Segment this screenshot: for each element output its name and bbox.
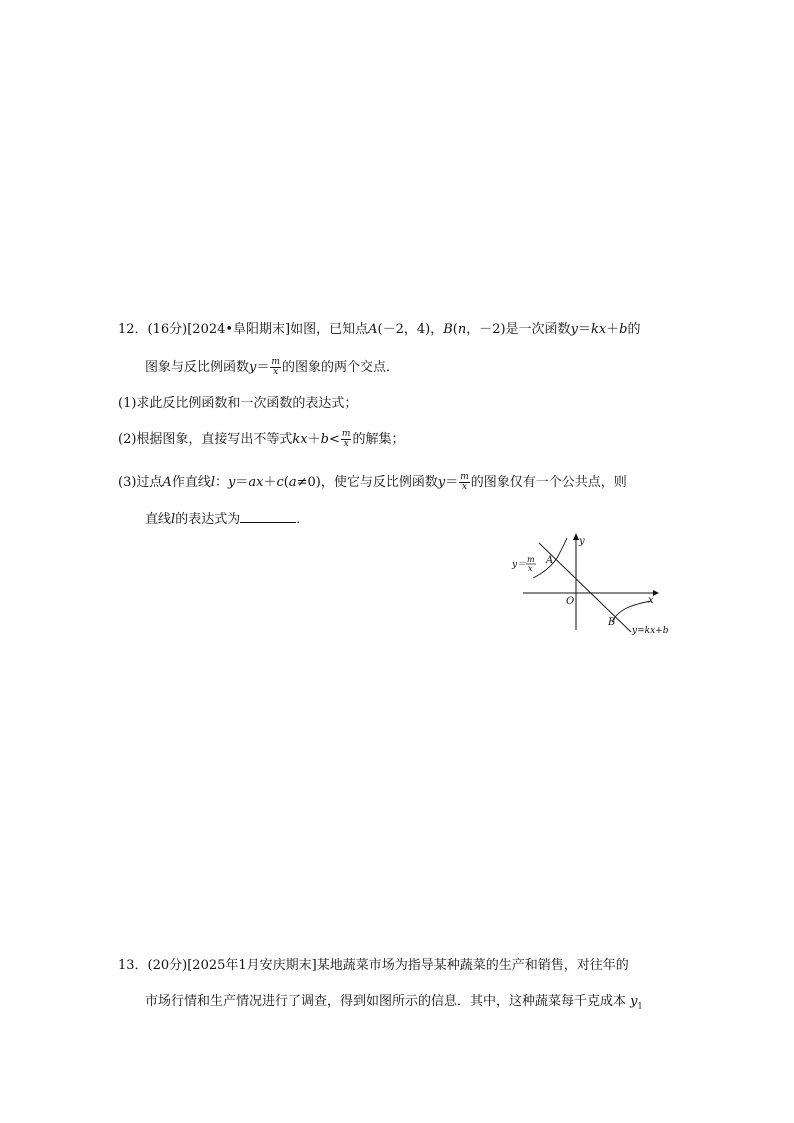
fraction-m-over-x [341, 430, 352, 449]
var-c: c [276, 475, 284, 490]
q12-text: ＋ [307, 432, 321, 447]
q12-text: ＋ [263, 475, 277, 490]
var-y: y [437, 475, 446, 490]
frac-denominator: x [343, 439, 349, 449]
q12-line1 [118, 321, 641, 339]
var-y: y [249, 360, 257, 375]
q12-text: 图象与反比例函数 [145, 360, 250, 375]
var-ax: ax [248, 475, 264, 490]
curve-label-denominator: x [528, 564, 533, 573]
q12-text: ≠0)，使它与反比例函数 [296, 475, 438, 490]
var-kx: kx [292, 432, 308, 447]
q12-text: 的图象仅有一个公共点，则 [470, 475, 627, 490]
q13-line1: 13．(20分)[2025年1月安庆期末]某地蔬菜市场为指导某种蔬菜的生产和销售，对往年的 [118, 958, 629, 973]
curve-label: y＝ [512, 560, 527, 570]
q12-text: 的图象的两个交点． [281, 360, 399, 375]
var-a: a [288, 475, 297, 490]
point-label: A [368, 322, 378, 337]
var-l: l [210, 475, 215, 490]
frac-numerator: m [271, 357, 280, 367]
fraction-m-over-x [270, 358, 281, 377]
q12-text: (2)根据图象，直接写出不等式 [118, 432, 293, 447]
q12-text: ： [215, 475, 229, 490]
q12-part1: (1)求此反比例函数和一次函数的表达式； [118, 396, 358, 411]
function-graph-figure [505, 530, 685, 642]
x-axis-label: x [648, 595, 654, 606]
q12-line2 [145, 358, 399, 377]
q12-text: ，－2)是一次函数 [466, 322, 571, 337]
q12-text: ＋ [606, 322, 620, 337]
q12-text: (3)过点 [118, 475, 163, 490]
q12-text: 12．(16分)[2024•阜阳期末]如图，已知点 [118, 322, 369, 337]
q12-text: ( [452, 322, 458, 337]
q13-line2 [145, 993, 643, 1016]
q12-part3 [118, 473, 627, 492]
subscript: 1 [637, 1001, 643, 1011]
q12-text: 的表达式为 [175, 512, 241, 527]
var-kx: kx [590, 322, 607, 337]
q12-part3-line2 [145, 510, 309, 529]
q12-text: ( [283, 475, 289, 490]
q12-text: 的解集； [352, 432, 405, 447]
q12-text: ＝ [445, 475, 459, 490]
q12-part2 [118, 430, 404, 449]
fraction-m-over-x [459, 473, 470, 492]
q12-text: ＝ [577, 322, 591, 337]
curve-label-numerator: m [527, 555, 535, 564]
q12-text: 直线 [145, 512, 172, 527]
point-b-label: B [608, 617, 616, 628]
q12-text: ＝ [256, 360, 270, 375]
var-n: n [457, 322, 467, 337]
var-y: y [570, 322, 578, 337]
point-label: B [443, 322, 453, 337]
frac-numerator: m [341, 429, 351, 439]
origin-label: O [566, 596, 575, 607]
q13-text: 市场行情和生产情况进行了调查，得到如图所示的信息．其中，这种蔬菜每千克成本 [145, 994, 627, 1009]
var-b: b [619, 322, 628, 337]
var-y: y [630, 994, 638, 1009]
q12-text: ． [296, 512, 310, 527]
line-label: y=kx+b [632, 626, 669, 636]
point-a-label: A [546, 555, 554, 566]
point-label: A [162, 475, 172, 490]
frac-denominator: x [461, 482, 468, 492]
q12-text: < [328, 432, 340, 447]
answer-blank [240, 510, 296, 523]
q12-text: (－2，4)， [377, 322, 444, 337]
var-b: b [320, 432, 329, 447]
var-l: l [171, 512, 176, 527]
q12-text: 作直线 [171, 475, 211, 490]
var-y: y [228, 475, 236, 490]
q12-text: 的 [627, 322, 641, 337]
x-axis-arrow [653, 590, 659, 596]
q12-text: ＝ [235, 475, 249, 490]
y-axis-label: y [579, 536, 585, 547]
frac-numerator: m [460, 472, 469, 482]
frac-denominator: x [273, 367, 279, 377]
